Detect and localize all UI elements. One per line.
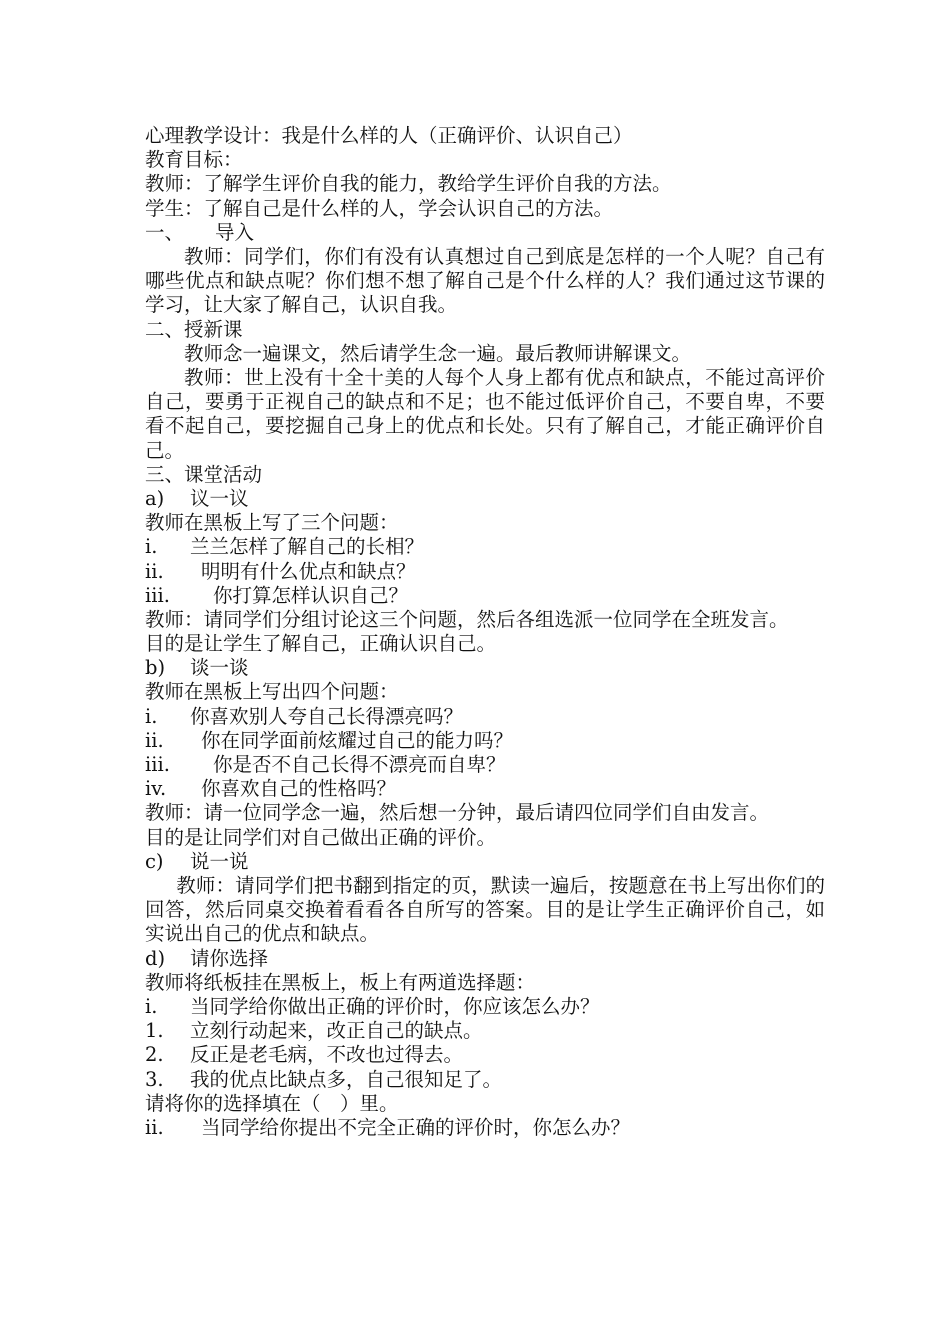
item-number: ii.	[145, 728, 164, 752]
option-text: 立刻行动起来，改正自己的缺点。	[190, 1019, 483, 1043]
item-number: iv.	[145, 777, 167, 801]
item-text: 当同学给你做出正确的评价时，你应该怎么办？	[190, 994, 600, 1018]
lesson-paragraph-1: 教师念一遍课文，然后请学生念一遍。最后教师讲解课文。	[184, 341, 692, 365]
activity-label: c)	[145, 849, 164, 873]
option-text: 我的优点比缺点多，自己很知足了。	[190, 1067, 503, 1091]
activity-a-heading	[145, 487, 825, 511]
option-item	[145, 1019, 825, 1043]
activity-c-paragraph: 教师：请同学们把书翻到指定的页，默读一遍后，按题意在书上写出你们的回答，然后同桌交换着看看各自所写的答案。目的是让学生正确评价自己，如实说出自己的优点和缺点。	[145, 873, 825, 946]
option-number: 3.	[145, 1067, 164, 1091]
activity-b-purpose: 目的是让同学们对自己做出正确的评价。	[145, 825, 497, 849]
activity-label: a)	[145, 486, 165, 510]
list-item	[145, 777, 825, 801]
list-item	[145, 584, 825, 608]
option-number: 2.	[145, 1043, 164, 1067]
item-number: i.	[145, 994, 158, 1018]
activity-b-heading	[145, 656, 825, 680]
option-number: 1.	[145, 1019, 164, 1043]
activity-a-teacher: 教师：请同学们分组讨论这三个问题，然后各组选派一位同学在全班发言。	[145, 607, 789, 631]
goals-heading: 教育目标：	[145, 148, 243, 172]
list-item	[145, 729, 825, 753]
lesson-paragraph-2: 教师：世上没有十全十美的人每个人身上都有优点和缺点，不能过高评价自己，要勇于正视自己的缺点和不足；也不能过低评价自己，不要自卑，不要看不起自己，要挖掘自己身上的优点和长处。只有了解自己，才能正确评价自己。	[145, 365, 825, 462]
item-number: ii.	[145, 559, 164, 583]
activity-title: 谈一谈	[190, 656, 249, 680]
document-page	[145, 124, 825, 1140]
item-number: ii.	[145, 1115, 164, 1139]
option-text: 反正是老毛病，不改也过得去。	[190, 1043, 464, 1067]
activity-c-heading	[145, 850, 825, 874]
item-text: 明明有什么优点和缺点？	[201, 559, 416, 583]
list-item	[145, 753, 825, 777]
item-text: 兰兰怎样了解自己的长相？	[190, 535, 425, 559]
list-item	[145, 560, 825, 584]
intro-paragraph: 教师：同学们，你们有没有认真想过自己到底是怎样的一个人呢？自己有哪些优点和缺点呢？你们想不想了解自己是个什么样的人？我们通过这节课的学习，让大家了解自己，认识自我。	[145, 244, 825, 317]
item-number: i.	[145, 704, 158, 728]
activity-title: 请你选择	[190, 946, 269, 970]
fill-instruction: 请将你的选择填在（ ）里。	[145, 1091, 399, 1115]
list-item	[145, 705, 825, 729]
question-item	[145, 1116, 825, 1140]
item-text: 当同学给你提出不完全正确的评价时，你怎么办？	[201, 1115, 631, 1139]
activity-title: 议一议	[190, 486, 249, 510]
item-number: iii.	[145, 753, 170, 777]
document-title: 心理教学设计：我是什么样的人（正确评价、认识自己）	[145, 124, 633, 147]
activity-b-teacher: 教师：请一位同学念一遍，然后想一分钟，最后请四位同学们自由发言。	[145, 801, 770, 825]
activity-label: b)	[145, 656, 166, 680]
goal-teacher: 教师：了解学生评价自我的能力，教给学生评价自我的方法。	[145, 172, 672, 196]
item-text: 你打算怎样认识自己？	[213, 583, 409, 607]
section-number: 一、	[145, 220, 185, 244]
option-item	[145, 1043, 825, 1067]
section-heading-activities: 三、课堂活动	[145, 462, 263, 486]
item-text: 你喜欢别人夸自己长得漂亮吗？	[190, 704, 464, 728]
goal-student: 学生：了解自己是什么样的人，学会认识自己的方法。	[145, 196, 614, 220]
activity-b-intro: 教师在黑板上写出四个问题：	[145, 680, 399, 704]
option-item	[145, 1068, 825, 1092]
activity-title: 说一说	[190, 849, 249, 873]
activity-d-intro: 教师将纸板挂在黑板上，板上有两道选择题：	[145, 970, 536, 994]
activity-a-intro: 教师在黑板上写了三个问题：	[145, 511, 399, 535]
activity-a-purpose: 目的是让学生了解自己，正确认识自己。	[145, 632, 497, 656]
item-number: iii.	[145, 583, 170, 607]
list-item	[145, 535, 825, 559]
activity-d-heading	[145, 947, 825, 971]
item-text: 你喜欢自己的性格吗？	[201, 777, 397, 801]
section-heading-intro	[145, 221, 825, 245]
section-heading-lesson: 二、授新课	[145, 317, 243, 341]
item-number: i.	[145, 535, 158, 559]
question-item	[145, 995, 825, 1019]
item-text: 你是否不自己长得不漂亮而自卑？	[213, 753, 506, 777]
section-title: 导入	[215, 220, 255, 244]
item-text: 你在同学面前炫耀过自己的能力吗？	[201, 728, 514, 752]
activity-label: d)	[145, 946, 166, 970]
